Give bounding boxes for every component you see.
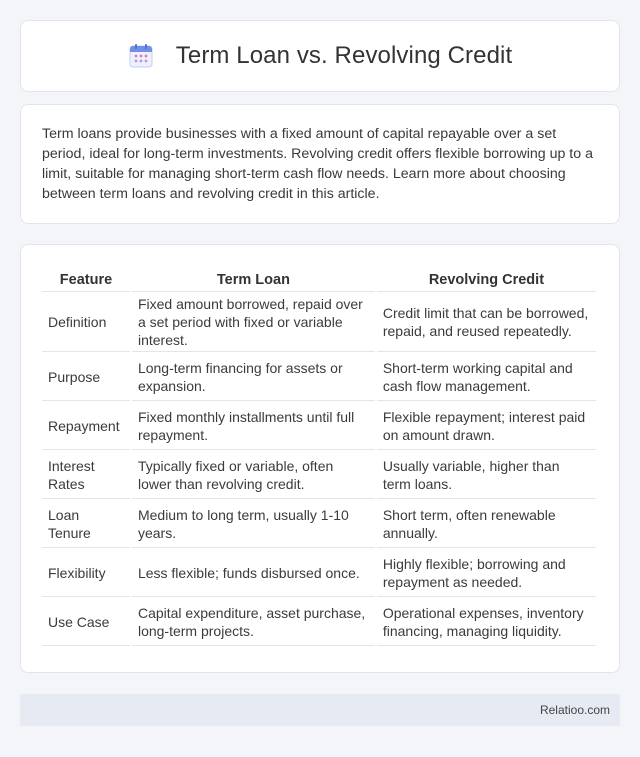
term-loan-cell: Fixed monthly installments until full repayment. bbox=[132, 401, 375, 450]
term-loan-cell: Fixed amount borrowed, repaid over a set period with fixed or variable interest. bbox=[132, 292, 375, 352]
feature-cell: Purpose bbox=[42, 352, 130, 401]
revolving-credit-cell: Flexible repayment; interest paid on amount drawn. bbox=[377, 401, 596, 450]
header-feature: Feature bbox=[42, 266, 130, 292]
header-revolving-credit: Revolving Credit bbox=[377, 266, 596, 292]
revolving-credit-cell: Usually variable, higher than term loans. bbox=[377, 450, 596, 499]
table-header-row bbox=[42, 266, 596, 292]
revolving-credit-cell: Operational expenses, inventory financing, managing liquidity. bbox=[377, 597, 596, 646]
comparison-table bbox=[40, 266, 598, 646]
title-card bbox=[20, 20, 620, 92]
term-loan-cell: Typically fixed or variable, often lower than revolving credit. bbox=[132, 450, 375, 499]
revolving-credit-cell: Short term, often renewable annually. bbox=[377, 499, 596, 548]
calendar-icon bbox=[128, 43, 154, 69]
feature-cell: Flexibility bbox=[42, 548, 130, 597]
table-row bbox=[42, 450, 596, 499]
table-row bbox=[42, 401, 596, 450]
feature-cell: Repayment bbox=[42, 401, 130, 450]
revolving-credit-cell: Highly flexible; borrowing and repayment as needed. bbox=[377, 548, 596, 597]
table-row bbox=[42, 548, 596, 597]
table-row bbox=[42, 597, 596, 646]
feature-cell: Interest Rates bbox=[42, 450, 130, 499]
revolving-credit-cell: Short-term working capital and cash flow management. bbox=[377, 352, 596, 401]
revolving-credit-cell: Credit limit that can be borrowed, repaid, and reused repeatedly. bbox=[377, 292, 596, 352]
table-row bbox=[42, 499, 596, 548]
term-loan-cell: Less flexible; funds disbursed once. bbox=[132, 548, 375, 597]
feature-cell: Use Case bbox=[42, 597, 130, 646]
term-loan-cell: Medium to long term, usually 1-10 years. bbox=[132, 499, 375, 548]
footer-brand[interactable]: Relatioo.com bbox=[539, 703, 610, 717]
term-loan-cell: Capital expenditure, asset purchase, long-term projects. bbox=[132, 597, 375, 646]
header-term-loan: Term Loan bbox=[132, 266, 375, 292]
feature-cell: Loan Tenure bbox=[42, 499, 130, 548]
intro-text: Term loans provide businesses with a fixed amount of capital repayable over a set period, ideal for long-term investments. Revolving credit offers flexible borrowing up to a limit, suitable for managing short-term cash flow needs. Learn more about choosing between term loans and revolving credit in this article. bbox=[42, 126, 593, 202]
comparison-table-card bbox=[20, 244, 620, 673]
footer bbox=[20, 694, 620, 726]
table-row bbox=[42, 352, 596, 401]
feature-cell: Definition bbox=[42, 292, 130, 352]
term-loan-cell: Long-term financing for assets or expansion. bbox=[132, 352, 375, 401]
page-title: Term Loan vs. Revolving Credit bbox=[175, 42, 513, 69]
table-row bbox=[42, 292, 596, 352]
intro-card bbox=[20, 104, 620, 224]
